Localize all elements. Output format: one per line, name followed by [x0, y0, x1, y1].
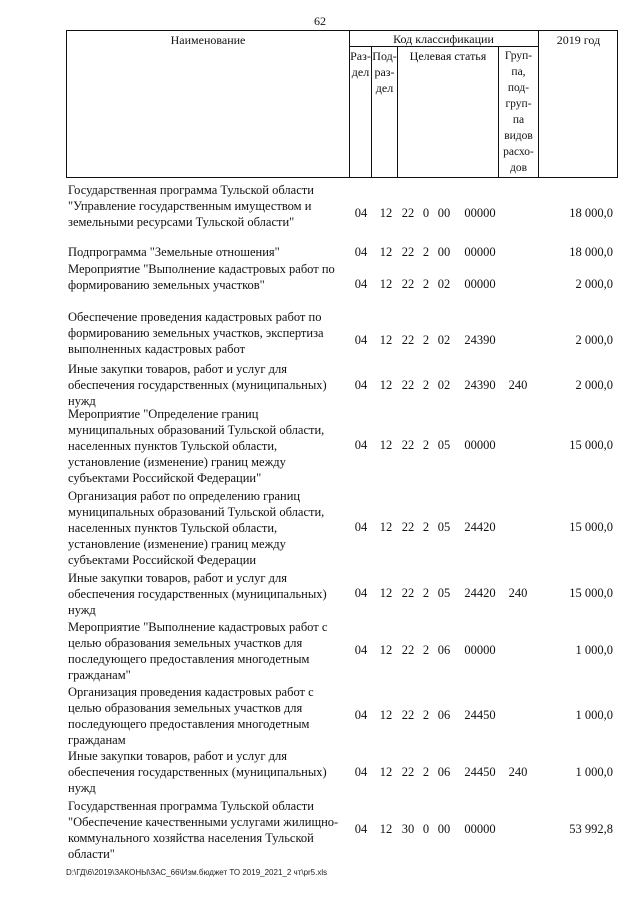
program-code: 22	[401, 378, 415, 392]
amount: 2 000,0	[575, 333, 613, 347]
section-code: 04	[354, 586, 368, 600]
section-code: 04	[354, 333, 368, 347]
activity-code: 05	[437, 586, 451, 600]
amount: 15 000,0	[569, 586, 613, 600]
amount: 2 000,0	[575, 378, 613, 392]
activity-code: 05	[437, 438, 451, 452]
subsection-code: 12	[379, 643, 393, 657]
program-code: 22	[401, 586, 415, 600]
row-name: Организация проведения кадастровых работ с целью образования земельных участков для последующего предоставления многодетным гражданам	[68, 685, 314, 747]
subsection-code: 12	[379, 520, 393, 534]
section-code: 04	[354, 708, 368, 722]
program-code: 22	[401, 333, 415, 347]
activity-code: 00	[437, 245, 451, 259]
section-code: 04	[354, 438, 368, 452]
row-name: Иные закупки товаров, работ и услуг для обеспечения государственных (муниципальных) нужд	[68, 571, 327, 617]
program-code: 22	[401, 520, 415, 534]
amount: 1 000,0	[575, 765, 613, 779]
subprogram-code: 0	[422, 206, 430, 220]
row-name: Государственная программа Тульской области "Управление государственным имуществом и земельными ресурсами Тульской области"	[68, 183, 314, 229]
program-code: 22	[401, 643, 415, 657]
divider	[397, 47, 398, 177]
expense-type-code: 240	[508, 586, 528, 600]
section-code: 04	[354, 520, 368, 534]
subsection-code: 12	[379, 245, 393, 259]
subsection-code: 12	[379, 822, 393, 836]
amount: 1 000,0	[575, 643, 613, 657]
direction-code: 24450	[464, 765, 496, 779]
amount: 1 000,0	[575, 708, 613, 722]
divider	[538, 31, 539, 177]
header-name: Наименование	[170, 33, 246, 47]
subsection-code: 12	[379, 378, 393, 392]
section-code: 04	[354, 643, 368, 657]
row-name: Иные закупки товаров, работ и услуг для обеспечения государственных (муниципальных) нужд	[68, 749, 327, 795]
subprogram-code: 2	[422, 708, 430, 722]
direction-code: 24420	[464, 586, 496, 600]
header-section: Раз- дел	[350, 49, 371, 79]
row-name: Обеспечение проведения кадастровых работ по формированию земельных участков, экспертиза выполненных кадастровых работ	[68, 310, 324, 356]
direction-code: 24390	[464, 333, 496, 347]
section-code: 04	[354, 822, 368, 836]
activity-code: 02	[437, 333, 451, 347]
program-code: 22	[401, 206, 415, 220]
activity-code: 00	[437, 206, 451, 220]
subprogram-code: 2	[422, 765, 430, 779]
row-name: Государственная программа Тульской области "Обеспечение качественными услугами жилищно- коммунального хозяйства населения Тульской области"	[68, 799, 339, 861]
subprogram-code: 2	[422, 378, 430, 392]
expense-type-code: 240	[508, 765, 528, 779]
amount: 18 000,0	[569, 245, 613, 259]
activity-code: 00	[437, 822, 451, 836]
page-number: 62	[314, 14, 326, 28]
direction-code: 00000	[464, 822, 496, 836]
program-code: 22	[401, 277, 415, 291]
amount: 15 000,0	[569, 520, 613, 534]
direction-code: 24450	[464, 708, 496, 722]
subprogram-code: 2	[422, 520, 430, 534]
header-subsection: Под- раз- дел	[372, 49, 397, 95]
row-name: Мероприятие "Выполнение кадастровых работ по формированию земельных участков"	[68, 262, 335, 292]
expense-type-code: 240	[508, 378, 528, 392]
subprogram-code: 2	[422, 277, 430, 291]
activity-code: 06	[437, 643, 451, 657]
subprogram-code: 2	[422, 438, 430, 452]
file-path: D:\ГД\6\2019\ЗАКОНЫ\ЗАС_66\Изм.бюджет ТО 2019_2021_2 чт\pr5.xls	[66, 868, 328, 877]
amount: 2 000,0	[575, 277, 613, 291]
activity-code: 06	[437, 765, 451, 779]
program-code: 22	[401, 438, 415, 452]
subprogram-code: 2	[422, 245, 430, 259]
section-code: 04	[354, 378, 368, 392]
section-code: 04	[354, 765, 368, 779]
subprogram-code: 2	[422, 643, 430, 657]
amount: 53 992,8	[569, 822, 613, 836]
activity-code: 02	[437, 277, 451, 291]
table-header	[66, 30, 618, 178]
row-name: Организация работ по определению границ муниципальных образований Тульской области, населенных пунктов Тульской области, установление (изменение) границ между субъектами Российской Федерации	[68, 489, 325, 567]
direction-code: 00000	[464, 643, 496, 657]
activity-code: 02	[437, 378, 451, 392]
subsection-code: 12	[379, 708, 393, 722]
direction-code: 24420	[464, 520, 496, 534]
amount: 15 000,0	[569, 438, 613, 452]
amount: 18 000,0	[569, 206, 613, 220]
header-target-article: Целевая статья	[409, 49, 487, 63]
section-code: 04	[354, 206, 368, 220]
activity-code: 06	[437, 708, 451, 722]
row-name: Иные закупки товаров, работ и услуг для обеспечения государственных (муниципальных) нужд	[68, 362, 327, 408]
section-code: 04	[354, 245, 368, 259]
header-classification: Код классификации	[393, 32, 494, 46]
subsection-code: 12	[379, 586, 393, 600]
subsection-code: 12	[379, 206, 393, 220]
program-code: 22	[401, 765, 415, 779]
program-code: 30	[401, 822, 415, 836]
row-name: Подпрограмма "Земельные отношения"	[68, 245, 280, 259]
program-code: 22	[401, 708, 415, 722]
subprogram-code: 0	[422, 822, 430, 836]
subsection-code: 12	[379, 333, 393, 347]
direction-code: 24390	[464, 378, 496, 392]
section-code: 04	[354, 277, 368, 291]
direction-code: 00000	[464, 277, 496, 291]
subsection-code: 12	[379, 277, 393, 291]
direction-code: 00000	[464, 245, 496, 259]
subprogram-code: 2	[422, 586, 430, 600]
subprogram-code: 2	[422, 333, 430, 347]
activity-code: 05	[437, 520, 451, 534]
subsection-code: 12	[379, 765, 393, 779]
direction-code: 00000	[464, 206, 496, 220]
row-name: Мероприятие "Выполнение кадастровых работ с целью образования земельных участков для последующего предоставления многодетным гражданам"	[68, 620, 328, 682]
subsection-code: 12	[379, 438, 393, 452]
row-name: Мероприятие "Определение границ муниципальных образований Тульской области, населенных пунктов Тульской области, установление (изменение) границ между субъектами Российской Федерации"	[68, 407, 325, 485]
header-expense-group: Груп- па, под- груп- па видов расхо- дов	[503, 50, 534, 174]
direction-code: 00000	[464, 438, 496, 452]
header-year: 2019 год	[556, 33, 601, 47]
program-code: 22	[401, 245, 415, 259]
